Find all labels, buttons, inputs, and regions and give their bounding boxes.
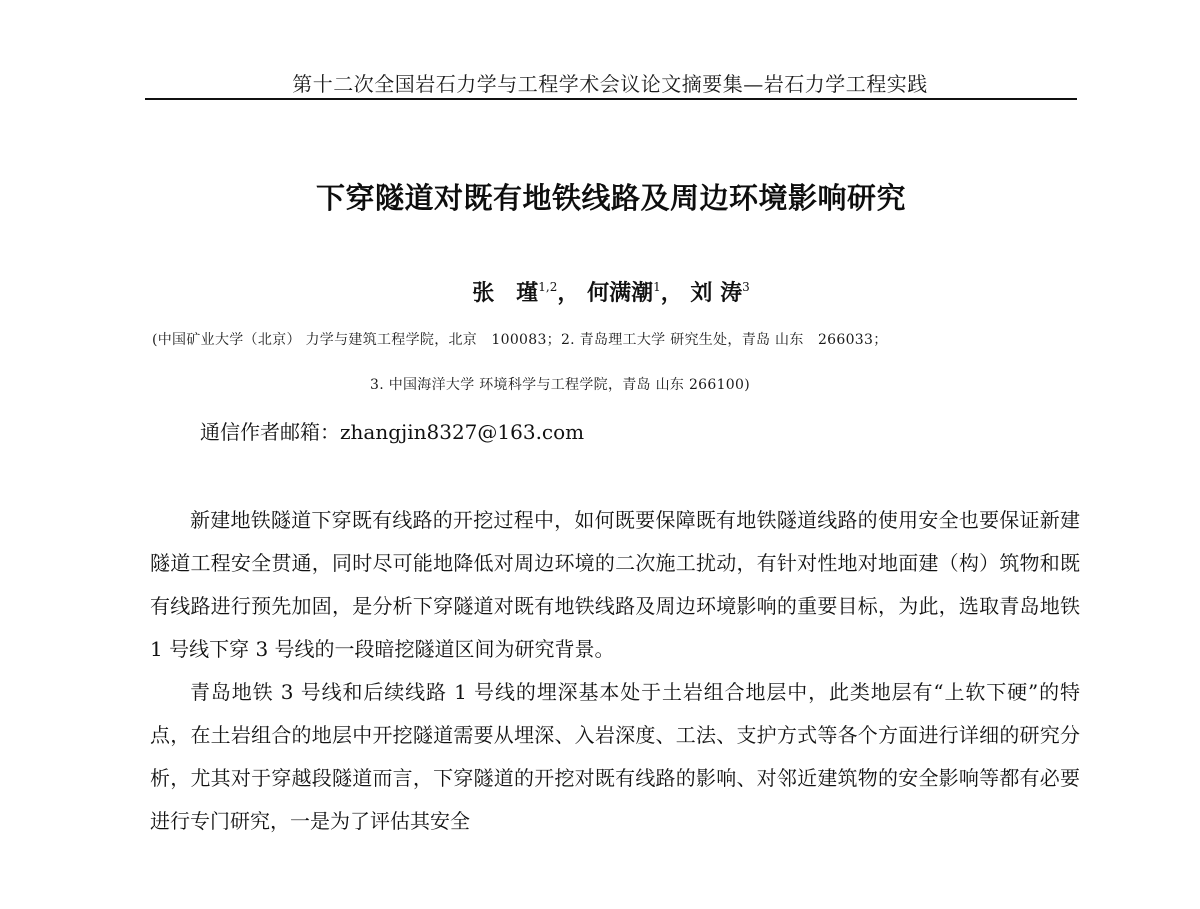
email-label: 通信作者邮箱： xyxy=(200,420,340,444)
paper-title: 下穿隧道对既有地铁线路及周边环境影响研究 xyxy=(315,181,906,215)
affiliation-line: 3. 中国海洋大学 环境科学与工程学院，青岛 山东 266100) xyxy=(370,377,750,393)
author-name: 刘 涛 xyxy=(690,280,743,306)
author-name: 何满潮 xyxy=(587,280,654,306)
email-address: zhangjin8327@163.com xyxy=(340,420,585,444)
abstract-paragraph: 新建地铁隧道下穿既有线路的开挖过程中，如何既要保障既有地铁隧道线路的使用安全也要保证新建隧道工程安全贯通，同时尽可能地降低对周边环境的二次施工扰动，有针对性地对地面建（构）筑物和既有线路进行预先加固，是分析下穿隧道对既有地铁线路及周边环境影响的重要目标，为此，选取青岛地铁 1 号线下穿 3 号线的一段暗挖隧道区间为研究背景。 xyxy=(150,508,1080,661)
author-separator: ， xyxy=(660,280,683,306)
author-affiliation-mark: 1 xyxy=(653,280,661,294)
author-name: 张 瑾 xyxy=(472,280,539,306)
author-affiliation-mark: 1,2 xyxy=(538,280,558,294)
author-affiliation-mark: 3 xyxy=(742,280,750,294)
author-list xyxy=(145,276,1077,307)
header-rule xyxy=(145,98,1077,100)
corresponding-email xyxy=(200,416,584,445)
author-separator: ， xyxy=(557,280,580,306)
abstract-paragraph: 青岛地铁 3 号线和后续线路 1 号线的埋深基本处于土岩组合地层中，此类地层有“上软下硬”的特点，在土岩组合的地层中开挖隧道需要从埋深、入岩深度、工法、支护方式等各个方面进行详细的研究分析，尤其对于穿越段隧道而言，下穿隧道的开挖对既有线路的影响、对邻近建筑物的安全影响等都有必要进行专门研究，一是为了评估其安全 xyxy=(150,680,1080,833)
affiliation-line: (中国矿业大学（北京） 力学与建筑工程学院，北京 100083；2. 青岛理工大学 研究生处，青岛 山东 266033； xyxy=(152,332,888,348)
abstract-body xyxy=(150,499,1080,843)
running-header: 第十二次全国岩石力学与工程学术会议论文摘要集—岩石力学工程实践 xyxy=(292,72,928,96)
